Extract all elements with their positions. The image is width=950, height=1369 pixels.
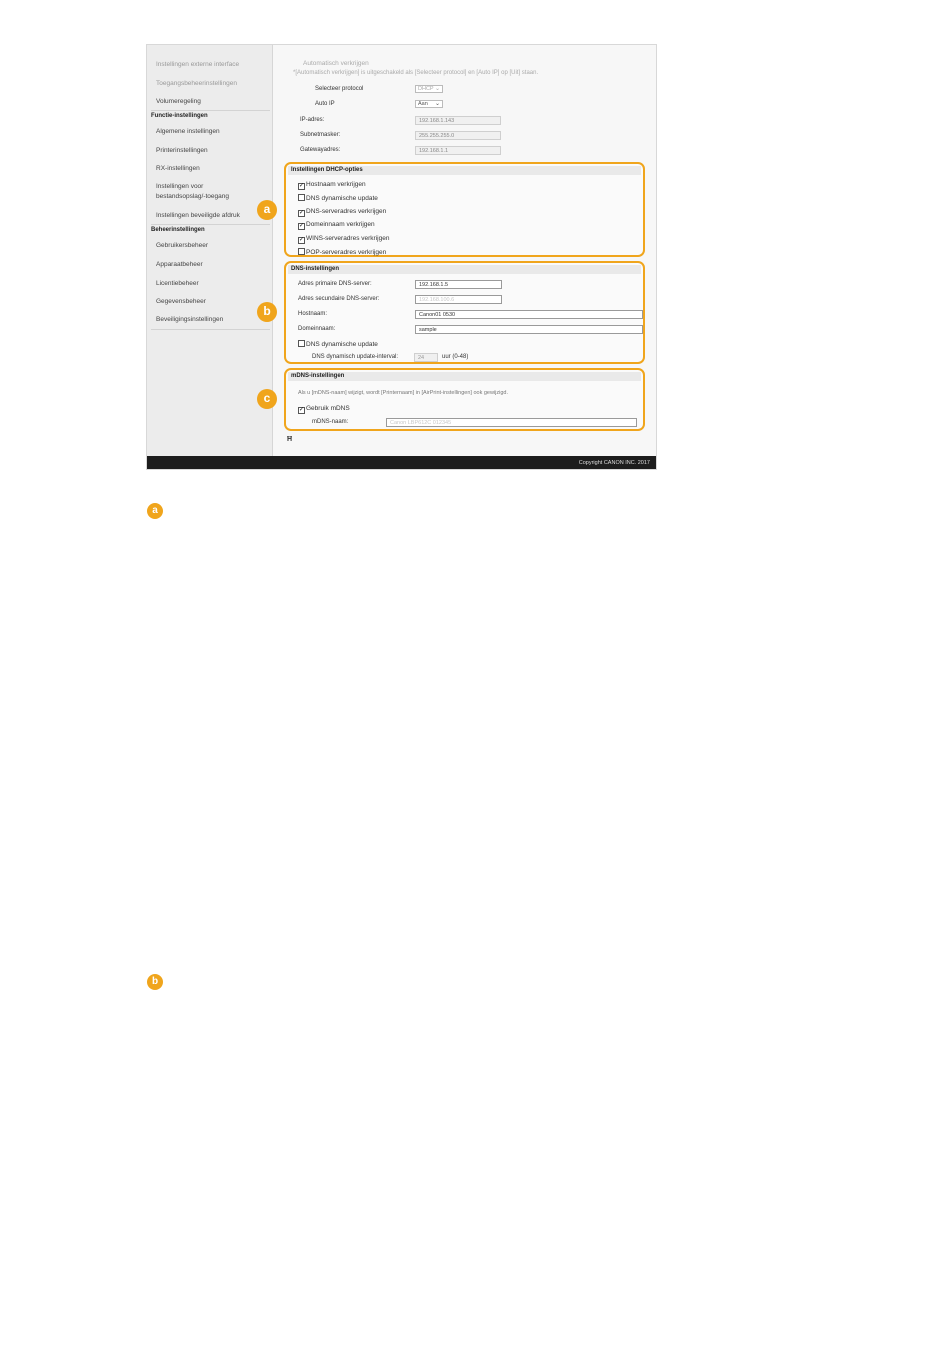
auto-ip-label: Auto IP: [315, 101, 335, 107]
dns-update-interval-label: DNS dynamisch update-interval:: [312, 354, 399, 360]
mdns-note: Als u [mDNS-naam] wijzigt, wordt [Printernaam] in [AirPrint-instellingen] ook gewijzigd.: [298, 390, 508, 396]
auto-obtain-heading: Automatisch verkrijgen: [303, 60, 369, 67]
callout-marker-a: a: [257, 200, 277, 220]
checkbox[interactable]: ✓: [299, 210, 305, 216]
select-protocol-dropdown[interactable]: DHCP ⌄: [415, 85, 443, 93]
sidebar-divider: [151, 329, 270, 330]
primary-dns-label: Adres primaire DNS-server:: [298, 281, 372, 287]
page-end-marker: Ħ: [287, 436, 293, 443]
sidebar-category-manage: Beheerinstellingen: [151, 227, 205, 233]
chevron-down-icon: ⌄: [434, 101, 440, 107]
chevron-down-icon: ⌄: [434, 86, 440, 92]
sidebar-item-general[interactable]: Algemene instellingen: [156, 128, 220, 135]
sidebar-divider: [151, 110, 270, 111]
sidebar-item-volume[interactable]: Volumeregeling: [156, 98, 201, 105]
sidebar-item-rx[interactable]: RX-instellingen: [156, 165, 200, 172]
sidebar-divider: [151, 224, 270, 225]
checkbox[interactable]: [298, 340, 305, 347]
gateway-field: 192.168.1.1: [415, 146, 501, 155]
sidebar-item-file-storage[interactable]: Instellingen voor bestandsopslag/-toegang: [156, 183, 230, 200]
checkbox[interactable]: ✓: [299, 183, 305, 189]
hostname-label: Hostnaam:: [298, 311, 328, 317]
callout-marker-b: b: [257, 302, 277, 322]
mdns-name-input[interactable]: Canon LBP612C 012345: [386, 418, 637, 427]
mdns-settings-section: [284, 368, 645, 431]
section-marker-a: a: [147, 503, 163, 519]
footer-bar: [147, 456, 656, 470]
sidebar-category-function: Functie-instellingen: [151, 113, 208, 119]
subnet-mask-label: Subnetmasker:: [300, 132, 341, 138]
gateway-label: Gatewayadres:: [300, 147, 341, 153]
copyright-text: Copyright CANON INC. 2017: [578, 460, 650, 466]
sidebar-item-access-control[interactable]: Toegangsbeheerinstellingen: [156, 80, 237, 87]
dhcp-option-wins[interactable]: ✓ WINS-serveradres verkrijgen: [299, 235, 390, 243]
select-protocol-label: Selecteer protocol: [315, 86, 364, 92]
ip-address-field: 192.168.1.143: [415, 116, 501, 125]
secondary-dns-label: Adres secundaire DNS-server:: [298, 296, 380, 302]
dns-settings-title: DNS-instellingen: [288, 265, 641, 274]
sidebar-item-license[interactable]: Licentiebeheer: [156, 280, 199, 287]
auto-ip-dropdown[interactable]: Aan ⌄: [415, 100, 443, 108]
sidebar-item-printer[interactable]: Printerinstellingen: [156, 147, 208, 154]
dns-update-interval-input[interactable]: 24: [414, 353, 438, 362]
checkbox[interactable]: [298, 248, 305, 255]
dhcp-option-domain[interactable]: ✓ Domeinnaam verkrijgen: [299, 221, 375, 229]
screenshot-window: [146, 44, 657, 470]
dhcp-options-section: [284, 162, 645, 257]
checkbox[interactable]: ✓: [299, 407, 305, 413]
ip-address-label: IP-adres:: [300, 117, 325, 123]
dns-settings-section: [284, 261, 645, 364]
dhcp-option-pop[interactable]: POP-serveradres verkrijgen: [298, 248, 386, 256]
mdns-name-label: mDNS-naam:: [312, 419, 349, 425]
subnet-mask-field: 255.255.255.0: [415, 131, 501, 140]
checkbox[interactable]: [298, 194, 305, 201]
section-marker-b: b: [147, 974, 163, 990]
dhcp-option-hostname[interactable]: ✓ Hostnaam verkrijgen: [299, 181, 366, 189]
primary-dns-input[interactable]: 192.168.1.5: [415, 280, 502, 289]
dns-dynamic-update-option[interactable]: DNS dynamische update: [298, 340, 378, 348]
mdns-settings-title: mDNS-instellingen: [288, 372, 641, 381]
sidebar-item-external-interface[interactable]: Instellingen externe interface: [156, 61, 240, 68]
sidebar-item-users[interactable]: Gebruikersbeheer: [156, 242, 209, 249]
domain-name-input[interactable]: sample: [415, 325, 643, 334]
dhcp-option-dns-server[interactable]: ✓ DNS-serveradres verkrijgen: [299, 208, 387, 216]
dns-update-interval-unit: uur (0-48): [442, 354, 469, 360]
hostname-input[interactable]: Canon01 0530: [415, 310, 643, 319]
sidebar-item-data[interactable]: Gegevensbeheer: [156, 298, 206, 305]
checkbox[interactable]: ✓: [299, 237, 305, 243]
auto-obtain-note: *[Automatisch verkrijgen] is uitgeschakeld als [Selecteer protocol] en [Auto IP] op [Uit] staan.: [293, 70, 539, 76]
sidebar-item-secure-print[interactable]: Instellingen beveiligde afdruk: [156, 212, 240, 219]
sidebar-item-security[interactable]: Beveiligingsinstellingen: [156, 316, 224, 323]
callout-marker-c: c: [257, 389, 277, 409]
dhcp-option-dns-update[interactable]: DNS dynamische update: [298, 194, 378, 202]
checkbox[interactable]: ✓: [299, 223, 305, 229]
sidebar: [147, 45, 273, 456]
dhcp-options-title: Instellingen DHCP-opties: [288, 166, 641, 175]
secondary-dns-input[interactable]: 192.168.100.6: [415, 295, 502, 304]
sidebar-item-device[interactable]: Apparaatbeheer: [156, 261, 203, 268]
use-mdns-option[interactable]: ✓ Gebruik mDNS: [299, 405, 350, 413]
domain-name-label: Domeinnaam:: [298, 326, 336, 332]
